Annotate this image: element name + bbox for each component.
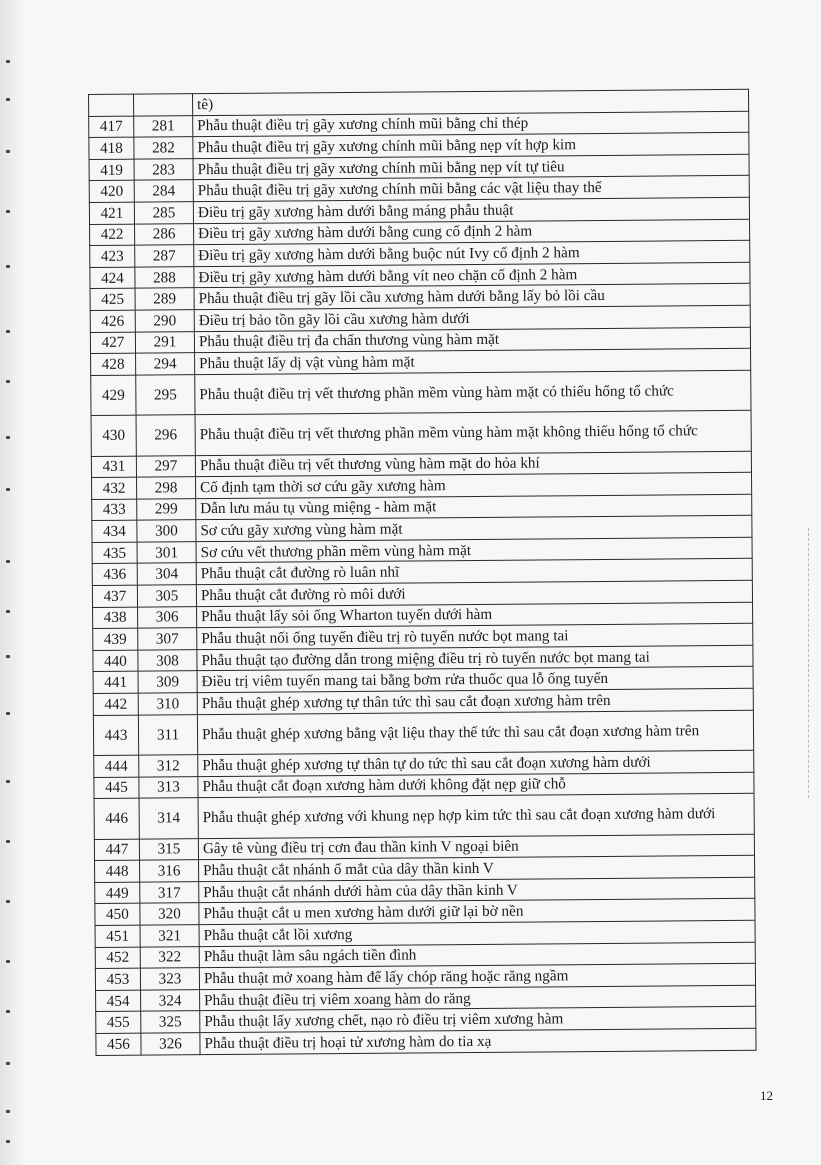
row-code: 281 xyxy=(134,115,193,137)
row-number: 421 xyxy=(89,202,134,224)
procedure-name: Phẫu thuật cắt nhánh ổ mắt của dây thần kinh V xyxy=(199,855,755,881)
row-number: 442 xyxy=(93,693,138,715)
row-code: 284 xyxy=(134,180,193,202)
row-number: 436 xyxy=(92,564,137,586)
row-code: 322 xyxy=(140,946,199,968)
row-code: 300 xyxy=(137,520,196,542)
procedure-name: Phẫu thuật điều trị đa chấn thương vùng hàm mặt xyxy=(194,327,750,353)
row-number: 424 xyxy=(90,267,135,289)
procedure-name: Điều trị bảo tồn gãy lồi cầu xương hàm dưới xyxy=(194,305,750,331)
row-code: 316 xyxy=(140,860,199,882)
procedure-name: Phẫu thuật điều trị vết thương phần mềm vùng hàm mặt có thiếu hổng tổ chức xyxy=(195,370,751,415)
row-number: 451 xyxy=(95,925,140,947)
procedure-name: Dẫn lưu máu tụ vùng miệng - hàm mặt xyxy=(196,494,752,520)
procedure-name: Phẫu thuật điều trị viêm xoang hàm do răng xyxy=(200,985,756,1011)
procedure-name: Điều trị gãy xương hàm dưới bằng buộc nút Ivy cố định 2 hàm xyxy=(194,240,750,266)
row-number: 444 xyxy=(94,755,139,777)
procedure-name: Phẫu thuật mở xoang hàm để lấy chóp răng hoặc răng ngầm xyxy=(199,963,755,989)
row-code: 311 xyxy=(138,714,197,755)
row-number: 449 xyxy=(95,882,140,904)
table-row xyxy=(96,1028,756,1055)
row-number xyxy=(89,94,134,116)
row-number: 435 xyxy=(92,542,137,564)
row-code: 298 xyxy=(137,477,196,499)
row-code: 296 xyxy=(136,415,195,456)
row-number: 443 xyxy=(93,715,138,756)
row-number: 434 xyxy=(92,520,137,542)
procedure-name: Phẫu thuật điều trị vết thương phần mềm vùng hàm mặt không thiếu hổng tổ chức xyxy=(195,410,751,455)
row-code: 309 xyxy=(138,671,197,693)
margin-mark xyxy=(808,528,821,798)
row-number: 450 xyxy=(95,903,140,925)
row-code: 312 xyxy=(139,755,198,777)
row-number: 420 xyxy=(89,181,134,203)
procedure-name: Phẫu thuật lấy dị vật vùng hàm mặt xyxy=(195,348,751,374)
row-code: 295 xyxy=(136,374,195,415)
procedure-name: Phẫu thuật cắt u men xương hàm dưới giữ lại bờ nền xyxy=(199,899,755,925)
row-code: 310 xyxy=(138,693,197,715)
row-code: 325 xyxy=(141,1011,200,1033)
procedure-table-body xyxy=(89,89,757,1055)
row-code: 288 xyxy=(135,266,194,288)
procedure-name: Phẫu thuật ghép xương với khung nẹp hợp kim tức thì sau cắt đoạn xương hàm dưới xyxy=(198,793,754,838)
row-code: 323 xyxy=(140,968,199,990)
row-number: 417 xyxy=(89,116,134,138)
row-number: 427 xyxy=(90,332,135,354)
row-number: 453 xyxy=(95,968,140,990)
row-number: 456 xyxy=(96,1033,141,1055)
row-code: 297 xyxy=(136,455,195,477)
row-code: 305 xyxy=(137,585,196,607)
row-code xyxy=(134,94,193,116)
row-code: 324 xyxy=(141,989,200,1011)
row-code: 286 xyxy=(135,223,194,245)
procedure-name: Phẫu thuật điều trị gãy lồi cầu xương hàm dưới bằng lấy bỏ lồi cầu xyxy=(194,284,750,310)
row-code: 313 xyxy=(139,776,198,798)
procedure-name: Phẫu thuật ghép xương bằng vật liệu thay thế tức thì sau cắt đoạn xương hàm trên xyxy=(197,710,753,755)
procedure-name: Điều trị gãy xương hàm dưới bằng cung cố định 2 hàm xyxy=(194,219,750,245)
row-code: 321 xyxy=(140,925,199,947)
table-row xyxy=(91,370,751,416)
row-number: 440 xyxy=(93,650,138,672)
procedure-name: Phẫu thuật ghép xương tự thân tự do tức thì sau cắt đoạn xương hàm dưới xyxy=(198,750,754,776)
row-code: 308 xyxy=(138,650,197,672)
procedure-name: Phẫu thuật cắt đoạn xương hàm dưới không đặt nẹp giữ chỗ xyxy=(198,772,754,798)
row-number: 426 xyxy=(90,310,135,332)
procedure-name: tê) xyxy=(193,89,749,115)
procedure-name: Phẫu thuật điều trị gãy xương chính mũi bằng các vật liệu thay thế xyxy=(193,176,749,202)
row-code: 283 xyxy=(134,158,193,180)
row-number: 429 xyxy=(91,375,136,416)
procedure-name: Phẫu thuật nối ống tuyến điều trị rò tuyến nước bọt mang tai xyxy=(197,624,753,650)
row-number: 448 xyxy=(95,860,140,882)
row-number: 439 xyxy=(93,628,138,650)
row-number: 441 xyxy=(93,672,138,694)
row-code: 290 xyxy=(135,310,194,332)
procedure-name: Phẫu thuật tạo đường dẫn trong miệng điều trị rò tuyến nước bọt mang tai xyxy=(197,645,753,671)
row-code: 307 xyxy=(138,628,197,650)
row-number: 445 xyxy=(94,777,139,799)
procedure-name: Phẫu thuật điều trị gãy xương chính mũi bằng nẹp vít tự tiêu xyxy=(193,154,749,180)
row-code: 299 xyxy=(137,498,196,520)
row-number: 430 xyxy=(91,415,136,456)
row-number: 419 xyxy=(89,159,134,181)
procedure-table xyxy=(88,89,757,1056)
procedure-name: Phẫu thuật điều trị gãy xương chính mũi bằng nẹp vít hợp kim xyxy=(193,132,749,158)
procedure-name: Phẫu thuật cắt đường rò môi dưới xyxy=(196,580,752,606)
row-code: 306 xyxy=(138,606,197,628)
procedure-name: Phẫu thuật điều trị gãy xương chính mũi bằng chỉ thép xyxy=(193,111,749,137)
row-code: 301 xyxy=(137,542,196,564)
procedure-name: Điều trị gãy xương hàm dưới bằng máng phẫu thuật xyxy=(193,197,749,223)
row-code: 282 xyxy=(134,137,193,159)
row-number: 437 xyxy=(92,585,137,607)
procedure-name: Phẫu thuật cắt lồi xương xyxy=(199,920,755,946)
row-number: 433 xyxy=(92,499,137,521)
procedure-name: Phẫu thuật điều trị vết thương vùng hàm mặt do hỏa khí xyxy=(195,451,751,477)
row-number: 447 xyxy=(94,839,139,861)
procedure-name: Phẫu thuật lấy sỏi ống Wharton tuyến dưới hàm xyxy=(197,602,753,628)
row-code: 315 xyxy=(139,838,198,860)
row-code: 294 xyxy=(136,353,195,375)
table-row xyxy=(91,410,751,456)
procedure-name: Phẫu thuật cắt đường rò luân nhĩ xyxy=(196,559,752,585)
procedure-name: Cố định tạm thời sơ cứu gãy xương hàm xyxy=(196,472,752,498)
procedure-name: Phẫu thuật làm sâu ngách tiền đình xyxy=(199,942,755,968)
procedure-name: Phẫu thuật điều trị hoại tử xương hàm do tia xạ xyxy=(200,1028,756,1054)
row-code: 320 xyxy=(140,903,199,925)
table-row xyxy=(93,710,753,756)
row-number: 423 xyxy=(90,245,135,267)
procedure-name: Phẫu thuật ghép xương tự thân tức thì sau cắt đoạn xương hàm trên xyxy=(197,688,753,714)
row-code: 304 xyxy=(137,563,196,585)
row-code: 285 xyxy=(134,202,193,224)
procedure-name: Điều trị viêm tuyến mang tai bằng bơm rửa thuốc qua lỗ ống tuyến xyxy=(197,667,753,693)
row-number: 446 xyxy=(94,798,139,839)
row-number: 425 xyxy=(90,288,135,310)
procedure-name: Phẫu thuật lấy xương chết, nạo rò điều trị viêm xương hàm xyxy=(200,1007,756,1033)
page-number: 12 xyxy=(760,1088,773,1103)
procedure-name: Phẫu thuật cắt nhánh dưới hàm của dây thần kinh V xyxy=(199,877,755,903)
row-number: 438 xyxy=(93,607,138,629)
row-code: 314 xyxy=(139,798,198,839)
row-number: 452 xyxy=(95,947,140,969)
row-number: 455 xyxy=(96,1011,141,1033)
procedure-name: Sơ cứu gãy xương vùng hàm mặt xyxy=(196,516,752,542)
scan-binding-edge xyxy=(0,0,26,1165)
row-number: 454 xyxy=(96,990,141,1012)
row-number: 422 xyxy=(90,224,135,246)
row-number: 418 xyxy=(89,137,134,159)
procedure-name: Gây tê vùng điều trị cơn đau thần kinh V ngoại biên xyxy=(198,834,754,860)
row-number: 432 xyxy=(92,477,137,499)
row-code: 326 xyxy=(141,1033,200,1055)
procedure-name: Điều trị gãy xương hàm dưới bằng vít neo chặn cố định 2 hàm xyxy=(194,262,750,288)
table-row xyxy=(94,793,754,839)
row-code: 291 xyxy=(135,331,194,353)
row-number: 428 xyxy=(91,353,136,375)
procedure-name: Sơ cứu vết thương phần mềm vùng hàm mặt xyxy=(196,537,752,563)
row-number: 431 xyxy=(91,456,136,478)
row-code: 289 xyxy=(135,288,194,310)
row-code: 317 xyxy=(140,881,199,903)
row-code: 287 xyxy=(135,245,194,267)
